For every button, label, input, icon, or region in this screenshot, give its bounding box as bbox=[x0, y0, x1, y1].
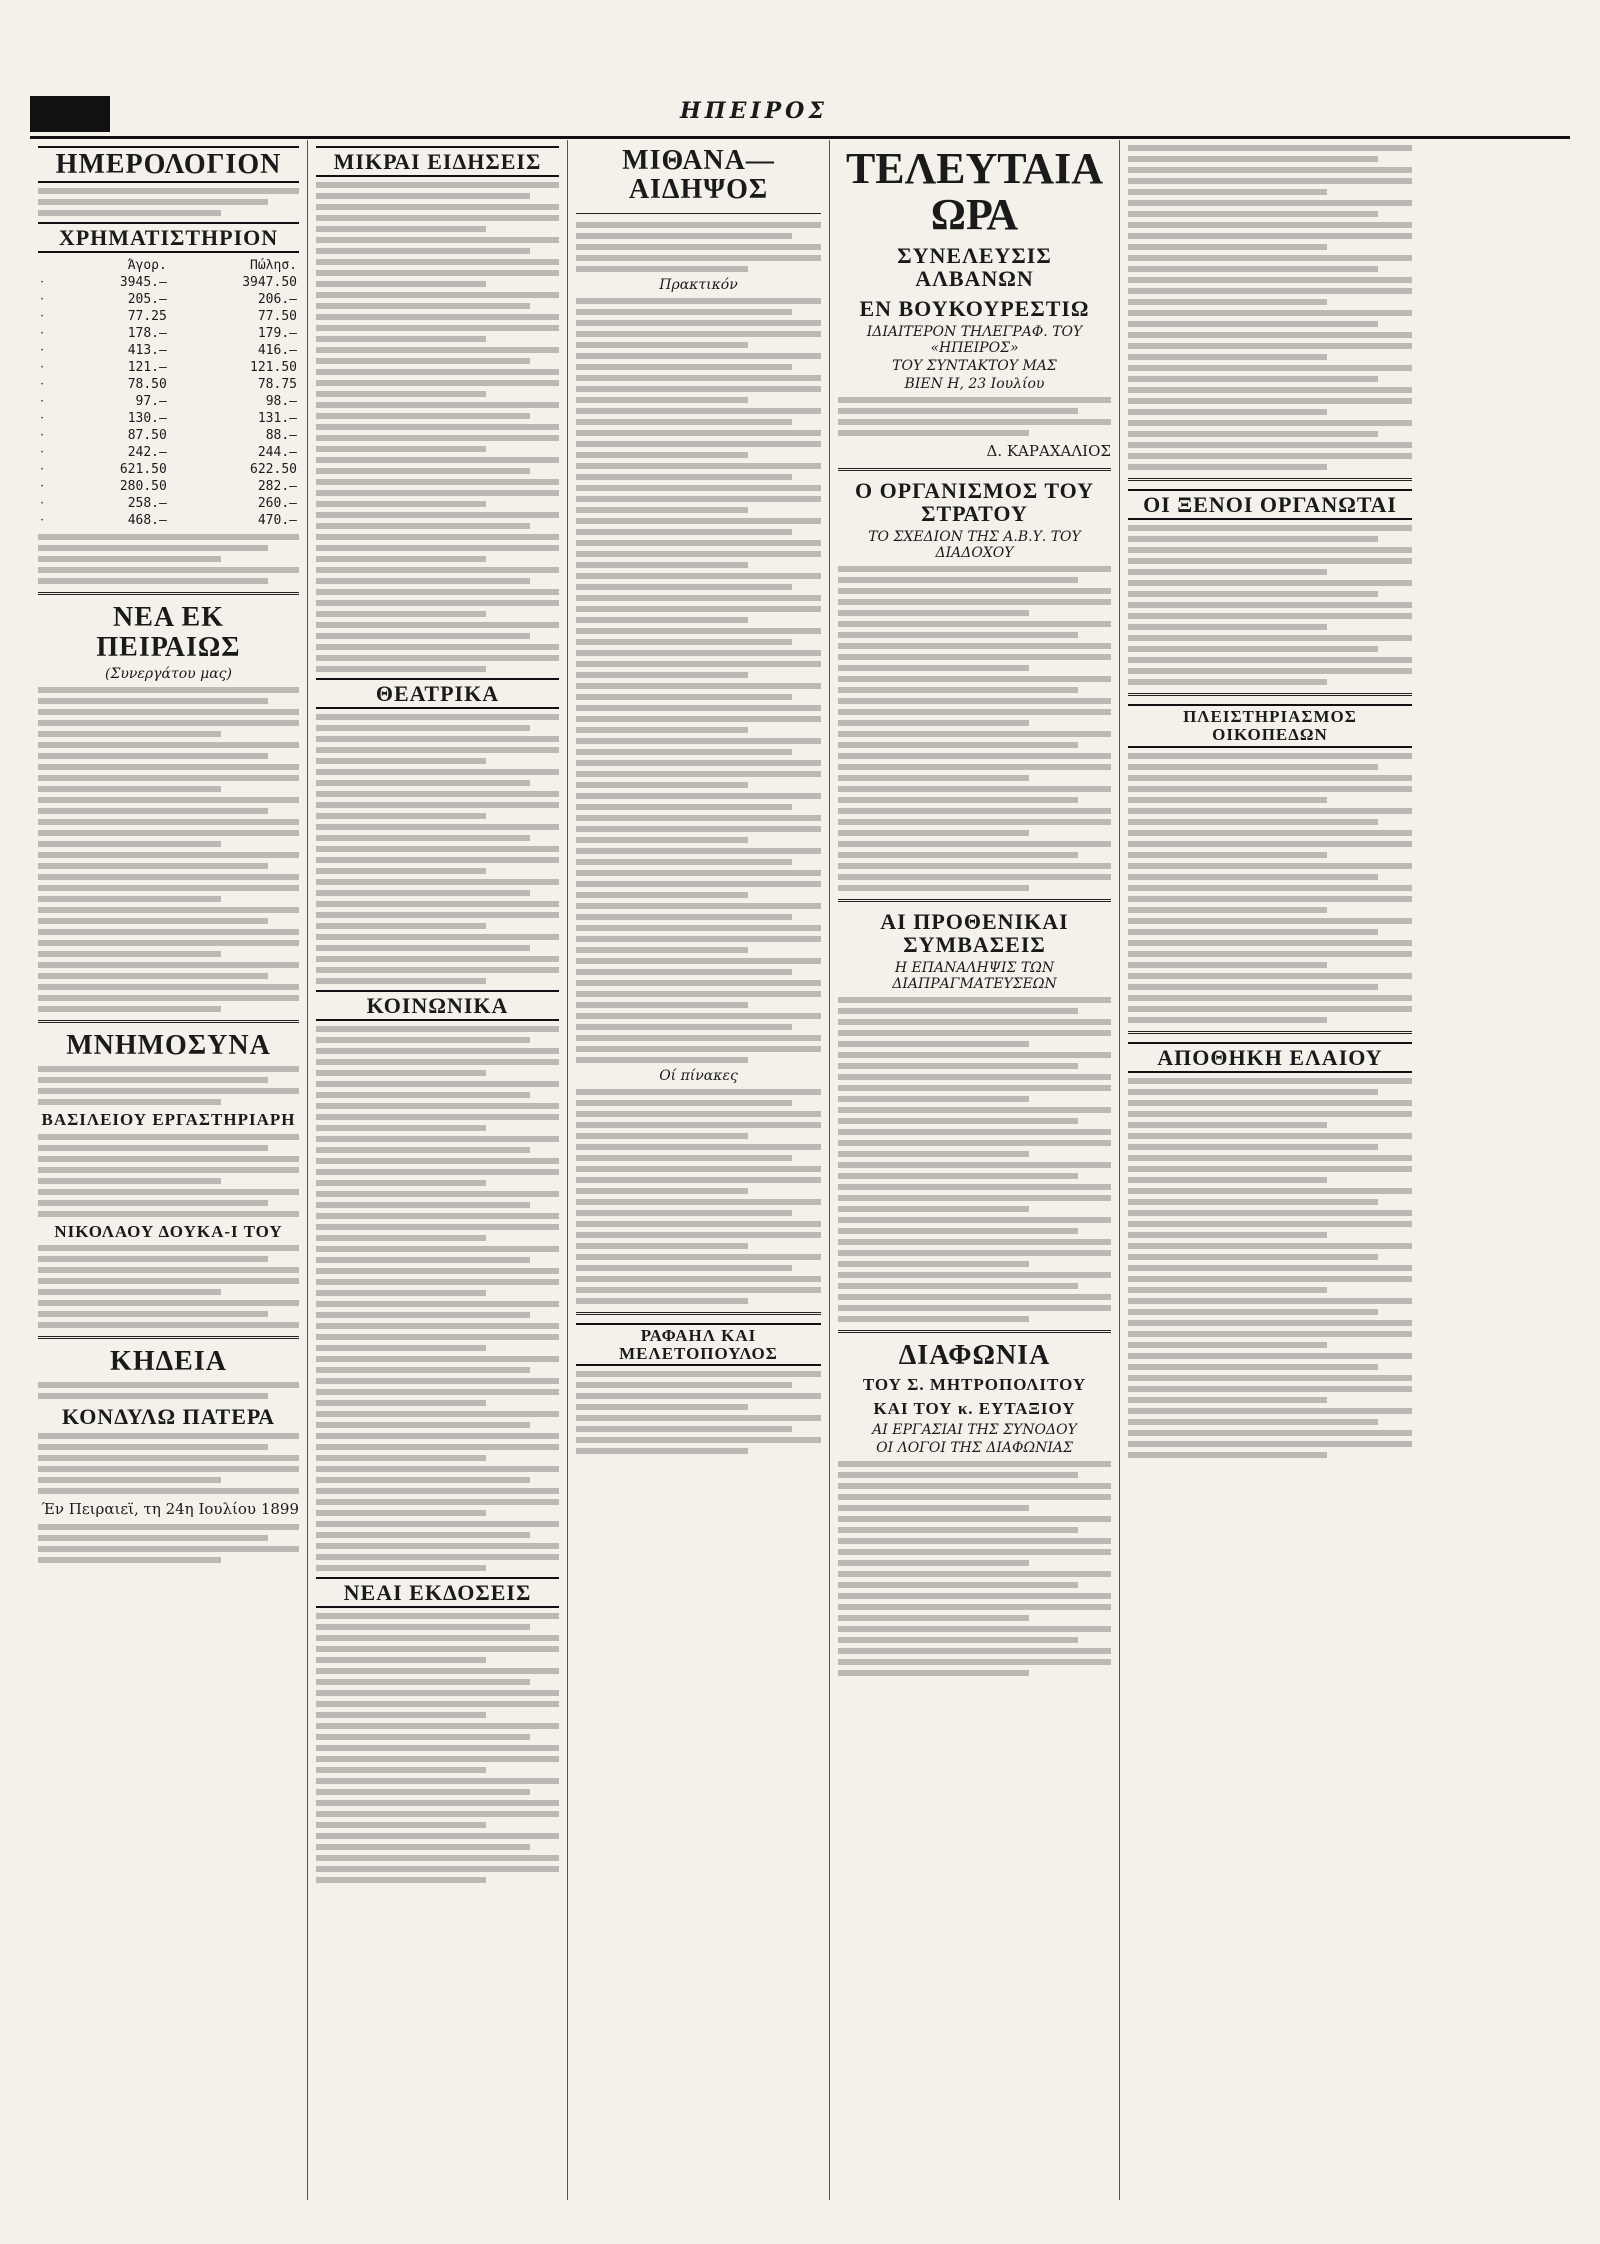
stock-exchange-heading: ΧΡΗΜΑΤΙΣΤΗΡΙΟΝ bbox=[38, 222, 299, 253]
piraeus-news-heading: ΝΕΑ ΕΚ ΠΕΙΡΑΙΩΣ bbox=[96, 602, 241, 663]
buy-header: Άγορ. bbox=[127, 258, 167, 274]
notice-name-2: ΝΙΚΟΛΑΟΥ ΔΟΥΚΑ-Ι ΤΟΥ bbox=[54, 1221, 283, 1241]
small-news-heading: ΜΙΚΡΑΙ ΕΙΔΗΣΕΙΣ bbox=[316, 146, 559, 177]
exchange-row: · 413.— 416.— bbox=[40, 343, 297, 359]
foreign-organisers-heading: ΟΙ ΞΕΝΟΙ ΟΡΓΑΝΩΤΑΙ bbox=[1128, 489, 1412, 520]
column-5 bbox=[1120, 140, 1420, 2200]
exchange-row: · 3945.— 3947.50 bbox=[40, 275, 297, 291]
column-1 bbox=[30, 140, 308, 2200]
albanian-assembly-heading-2: ΕΝ ΒΟΥΚΟΥΡΕΣΤΙΩ bbox=[859, 295, 1090, 321]
theatre-heading: ΘΕΑΤΡΙΚΑ bbox=[316, 678, 559, 709]
exchange-row: · 280.50 282.— bbox=[40, 479, 297, 495]
disagreement-heading: ΔΙΑΦΩΝΙΑ bbox=[898, 1340, 1051, 1372]
piraeus-body bbox=[38, 687, 299, 1012]
methana-body bbox=[576, 298, 821, 1063]
new-editions-body bbox=[316, 1613, 559, 1883]
analysis-table bbox=[576, 1089, 821, 1304]
practical-subheading: Πρακτικόν bbox=[659, 276, 738, 293]
memorials-heading: ΜΝΗΜΟΣΥΝΑ bbox=[66, 1030, 271, 1062]
funeral-name: ΚΟΝΔΥΛΩ ΠΑΤΕΡΑ bbox=[62, 1403, 275, 1429]
funeral-date: Έν Πειραιεϊ, τη 24η Ιουλίου 1899 bbox=[41, 1499, 299, 1518]
social-body bbox=[316, 1026, 559, 1571]
telegram-credit-2: ΤΟΥ ΣΥΝΤΑΚΤΟΥ ΜΑΣ bbox=[892, 357, 1057, 374]
exchange-row: · 87.50 88.— bbox=[40, 428, 297, 444]
plot-auction-heading: ΠΛΕΙΣΤΗΡΙΑΣΜΟΣ ΟΙΚΟΠΕΔΩΝ bbox=[1128, 704, 1412, 748]
newspaper-title: ΗΠΕΙΡΟΣ bbox=[680, 98, 828, 124]
dateline: ΒΙΕΝ Η, 23 Ιουλίου bbox=[904, 375, 1045, 392]
exchange-row: · 178.— 179.— bbox=[40, 326, 297, 342]
column-4 bbox=[830, 140, 1120, 2200]
exchange-row: · 242.— 244.— bbox=[40, 445, 297, 461]
tables-subheading: Οί πίνακες bbox=[659, 1067, 738, 1084]
consular-conventions-body bbox=[838, 997, 1111, 1322]
ink-mark bbox=[30, 96, 110, 132]
disagreement-subheading-2: ΚΑΙ ΤΟΥ κ. ΕΥΤΑΞΙΟΥ bbox=[873, 1399, 1076, 1419]
signature: Δ. ΚΑΡΑΧΑΛΙΟΣ bbox=[986, 441, 1111, 460]
telegram-credit: ΙΔΙΑΙΤΕΡΟΝ ΤΗΛΕΓΡΑΦ. ΤΟΥ «ΗΠΕΙΡΟΣ» bbox=[866, 323, 1083, 356]
exchange-header-row bbox=[38, 257, 299, 274]
raphael-meletopoulos-heading: ΡΑΦΑΗΛ ΚΑΙ ΜΕΛΕΤΟΠΟΥΛΟΣ bbox=[576, 1323, 821, 1367]
oil-warehouse-heading: ΑΠΟΘΗΚΗ ΕΛΑΙΟΥ bbox=[1128, 1042, 1412, 1073]
exchange-row: · 468.— 470.— bbox=[40, 513, 297, 529]
column-3 bbox=[568, 140, 830, 2200]
exchange-table bbox=[38, 257, 299, 529]
army-organisation-subheading: ΤΟ ΣΧΕΔΙΟΝ ΤΗΣ Α.Β.Υ. ΤΟΥ ΔΙΑΔΟΧΟΥ bbox=[868, 528, 1081, 561]
column-2 bbox=[308, 140, 568, 2200]
exchange-row: · 621.50 622.50 bbox=[40, 462, 297, 478]
sell-header: Πώλησ. bbox=[250, 258, 297, 274]
methana-aidipsos-heading: ΜΙΘΑΝΑ—ΑΙΔΗΨΟΣ bbox=[622, 145, 775, 206]
disagreement-body bbox=[838, 1461, 1111, 1676]
exchange-row: · 258.— 260.— bbox=[40, 496, 297, 512]
last-hour-heading: ΤΕΛΕΥΤΑΙΑ ΩΡΑ bbox=[845, 144, 1104, 240]
calendar-heading: ΗΜΕΡΟΛΟΓΙΟΝ bbox=[38, 146, 299, 183]
exchange-row: · 130.— 131.— bbox=[40, 411, 297, 427]
methana-intro bbox=[576, 222, 821, 272]
consular-conventions-heading: ΑΙ ΠΡΟΘΕΝΙΚΑΙ ΣΥΜΒΑΣΕΙΣ bbox=[880, 908, 1069, 957]
column-5-intro bbox=[1128, 145, 1412, 470]
exchange-row: · 97.— 98.— bbox=[40, 394, 297, 410]
synod-work-heading: ΑΙ ΕΡΓΑΣΙΑΙ ΤΗΣ ΣΥΝΟΔΟΥ bbox=[872, 1422, 1077, 1439]
disagreement-subheading: ΤΟΥ Σ. ΜΗΤΡΟΠΟΛΙΤΟΥ bbox=[862, 1375, 1087, 1395]
piraeus-subheading: (Συνεργάτου μας) bbox=[105, 666, 232, 683]
exchange-row: · 78.50 78.75 bbox=[40, 377, 297, 393]
consular-conventions-subheading: Η ΕΠΑΝΑΛΗΨΙΣ ΤΩΝ ΔΙΑΠΡΑΓΜΑΤΕΥΣΕΩΝ bbox=[892, 960, 1057, 993]
classifieds-body bbox=[1128, 1078, 1412, 1458]
disagreement-reasons-heading: ΟΙ ΛΟΓΟΙ ΤΗΣ ΔΙΑΦΩΝΙΑΣ bbox=[876, 1440, 1073, 1457]
small-news-body bbox=[316, 182, 559, 672]
albanian-assembly-heading: ΣΥΝΕΛΕΥΣΙΣ ΑΛΒΑΝΩΝ bbox=[897, 243, 1052, 292]
foreign-organisers-body bbox=[1128, 525, 1412, 685]
notice-name-1: ΒΑΣΙΛΕΙΟΥ ΕΡΓΑΣΤΗΡΙΑΡΗ bbox=[41, 1109, 296, 1129]
army-organisation-body bbox=[838, 566, 1111, 891]
theatre-body bbox=[316, 714, 559, 984]
exchange-row: · 205.— 206.— bbox=[40, 292, 297, 308]
social-heading: ΚΟΙΝΩΝΙΚΑ bbox=[316, 990, 559, 1021]
funeral-heading: ΚΗΔΕΙΑ bbox=[110, 1346, 227, 1378]
exchange-row: · 77.25 77.50 bbox=[40, 309, 297, 325]
army-organisation-heading: Ο ΟΡΓΑΝΙΣΜΟΣ ΤΟΥ ΣΤΡΑΤΟΥ bbox=[854, 477, 1095, 526]
exchange-row: · 121.— 121.50 bbox=[40, 360, 297, 376]
masthead bbox=[30, 96, 1570, 139]
plot-auction-body bbox=[1128, 753, 1412, 1023]
new-editions-heading: ΝΕΑΙ ΕΚΔΟΣΕΙΣ bbox=[316, 1577, 559, 1608]
